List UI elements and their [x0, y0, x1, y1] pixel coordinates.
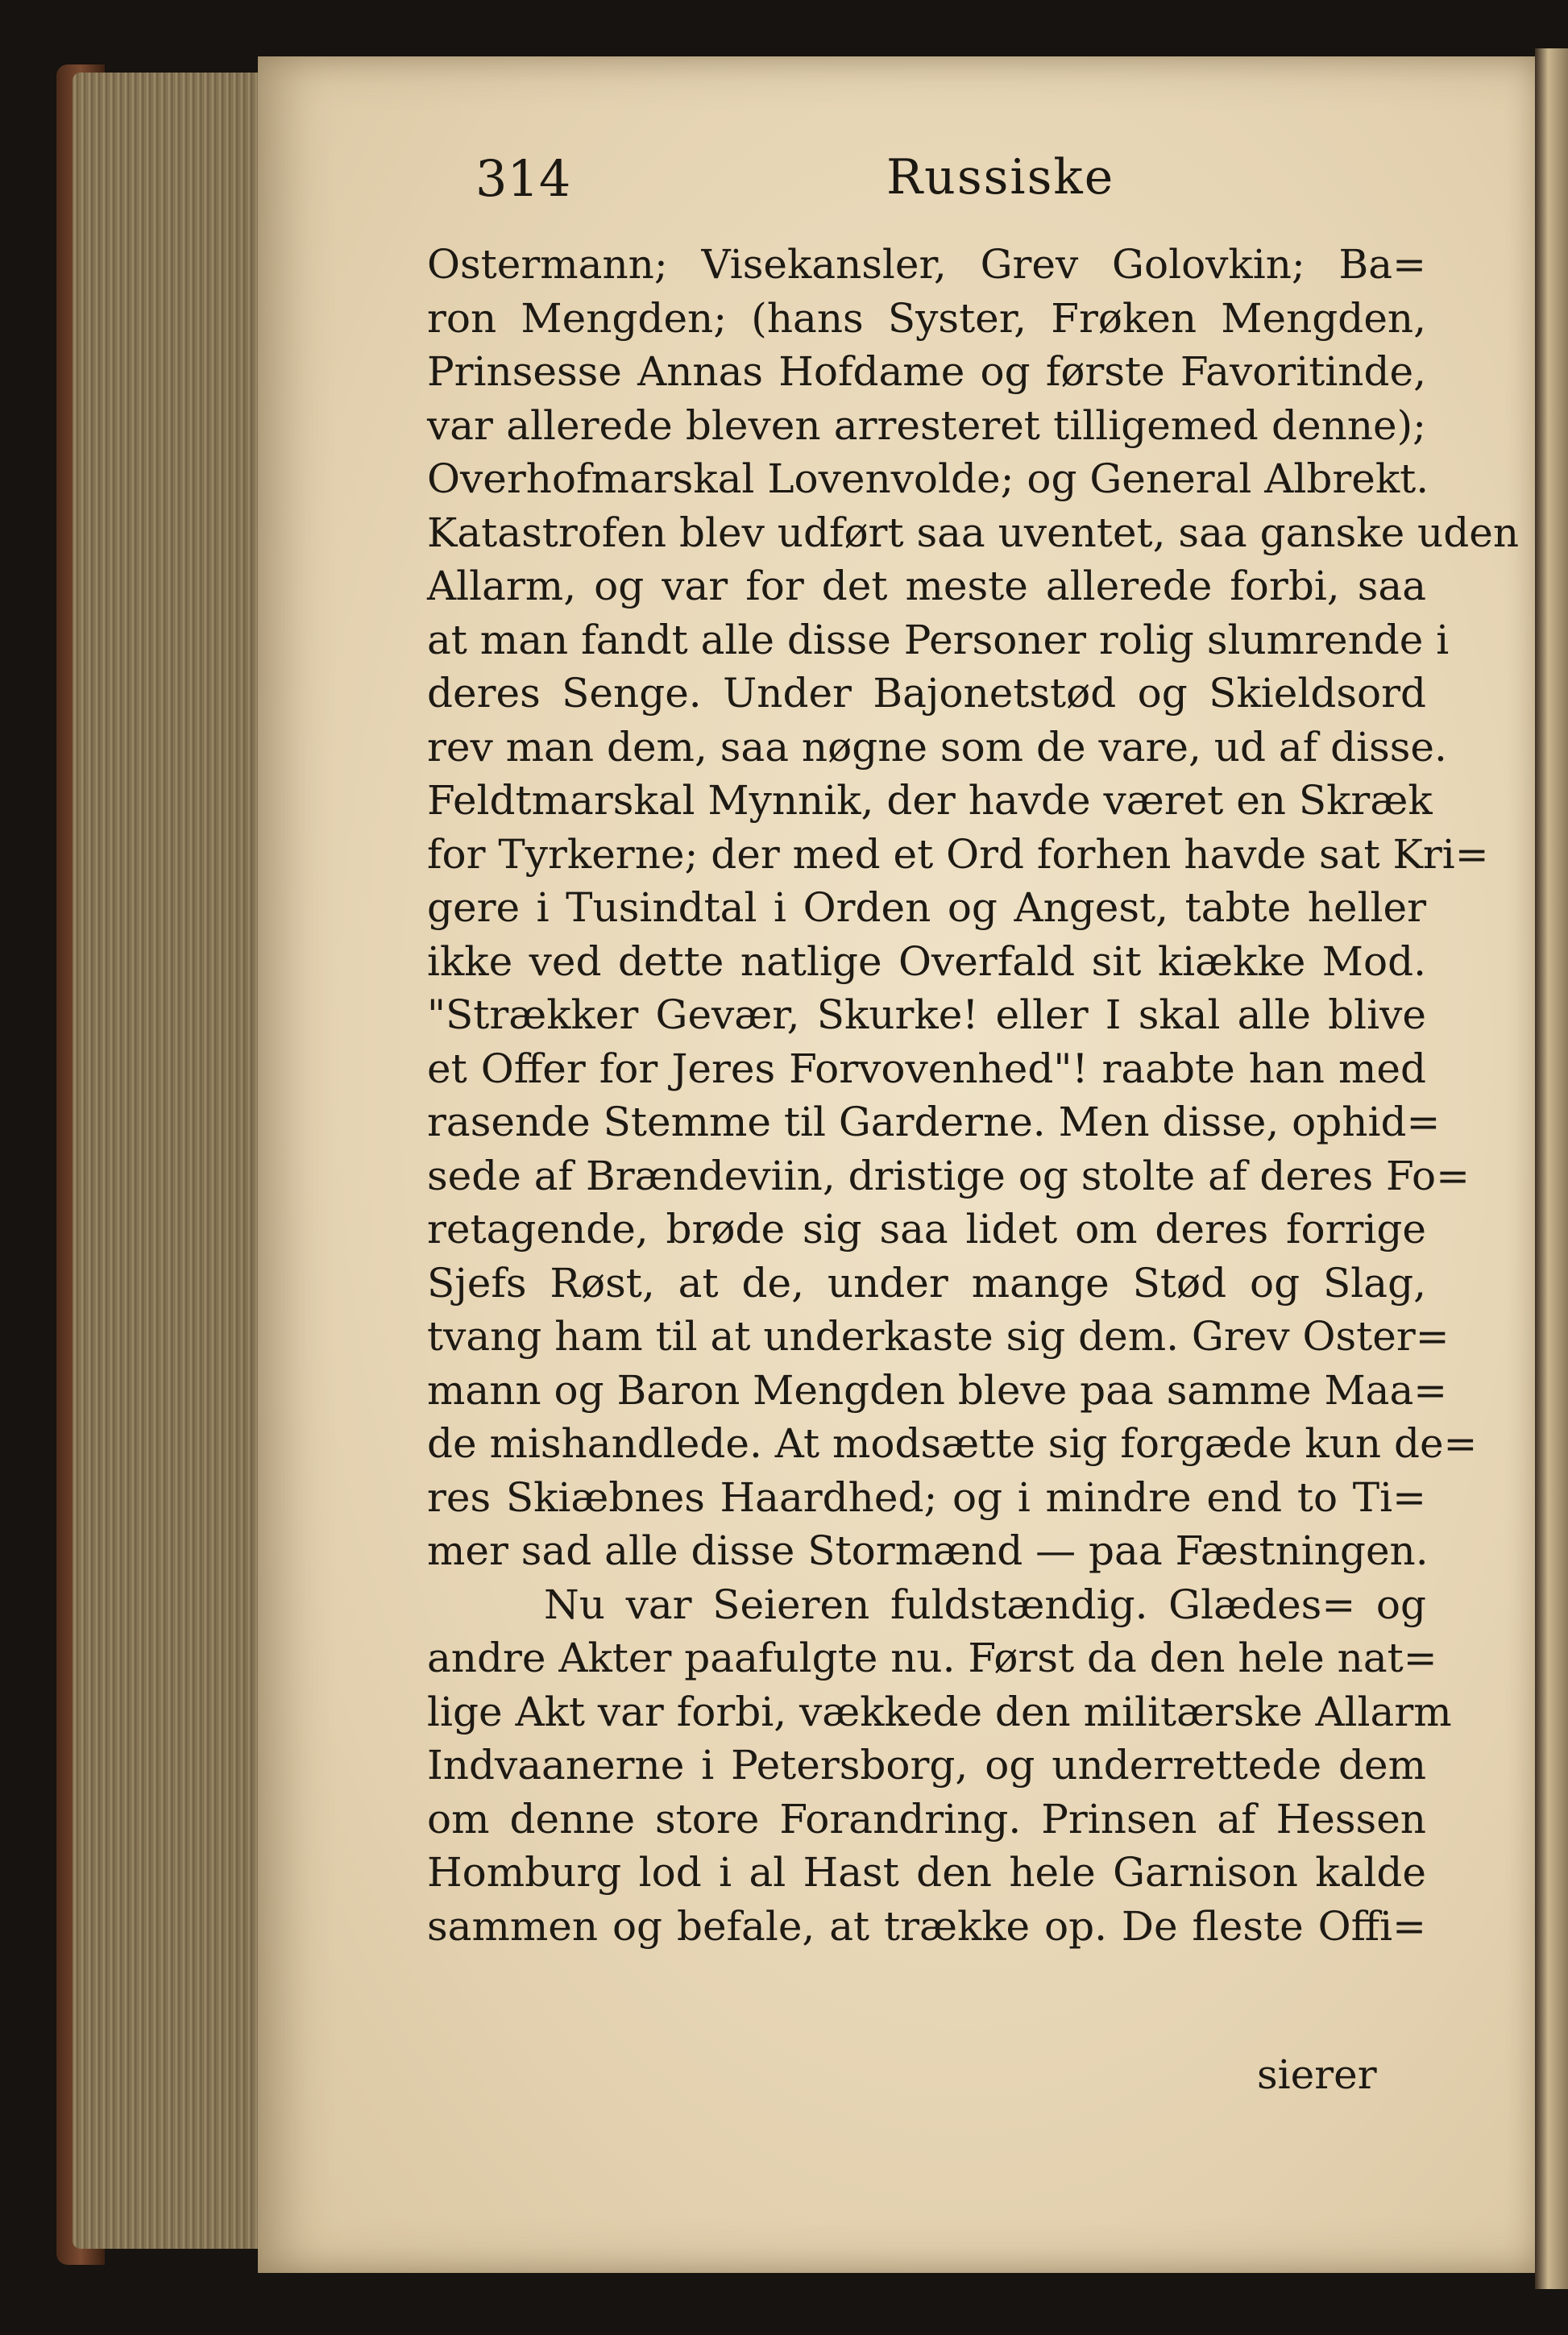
catchword: sierer	[1257, 2051, 1377, 2098]
text-line: sammen og befale, at trække op. De fleste Offi=	[427, 1902, 1426, 1950]
text-line: gere i Tusindtal i Orden og Angest, tabte heller	[427, 884, 1426, 931]
text-line: for Tyrkerne; der med et Ord forhen havde sat Kri=	[427, 830, 1489, 878]
page-number: 314	[475, 149, 571, 208]
page-block-edges	[73, 73, 274, 2249]
running-head: Russiske	[886, 149, 1115, 206]
book-gutter	[1535, 48, 1568, 2289]
text-line: ron Mengden; (hans Syster, Frøken Mengden,	[427, 294, 1426, 342]
text-line: mer sad alle disse Stormænd — paa Fæstningen.	[427, 1527, 1429, 1574]
page-header	[0, 149, 1568, 214]
text-line: ikke ved dette natlige Overfald sit kiække Mod.	[427, 937, 1426, 985]
text-line: Prinsesse Annas Hofdame og første Favoritinde,	[427, 348, 1426, 395]
text-line: res Skiæbnes Haardhed; og i mindre end to Ti=	[427, 1473, 1426, 1521]
text-line: Ostermann; Visekansler, Grev Golovkin; Ba=	[427, 241, 1426, 288]
text-line: de mishandlede. At modsætte sig forgæde kun de=	[427, 1420, 1478, 1467]
text-line: Nu var Seieren fuldstændig. Glædes= og	[544, 1581, 1426, 1628]
text-line: var allerede bleven arresteret tilligemed denne);	[427, 401, 1426, 449]
text-line: rev man dem, saa nøgne som de vare, ud af disse.	[427, 723, 1447, 771]
text-line: Indvaanerne i Petersborg, og underrettede dem	[427, 1742, 1426, 1789]
text-line: sede af Brændeviin, dristige og stolte af deres Fo=	[427, 1152, 1470, 1199]
text-line: om denne store Forandring. Prinsen af Hessen	[427, 1795, 1426, 1843]
text-line: Allarm, og var for det meste allerede forbi, saa	[427, 563, 1426, 609]
text-line: retagende, brøde sig saa lidet om deres forrige	[427, 1206, 1426, 1253]
text-line: "Strækker Gevær, Skurke! eller I skal alle blive	[427, 991, 1426, 1038]
text-line: mann og Baron Mengden bleve paa samme Maa=	[427, 1366, 1448, 1414]
text-line: et Offer for Jeres Forvovenhed"! raabte han med	[427, 1045, 1426, 1092]
text-line: Katastrofen blev udført saa uventet, saa ganske uden	[427, 509, 1520, 556]
text-line: Overhofmarskal Lovenvolde; og General Albrekt.	[427, 455, 1429, 502]
text-line: at man fandt alle disse Personer rolig slumrende i	[427, 616, 1450, 663]
text-line: andre Akter paafulgte nu. Først da den hele nat=	[427, 1635, 1437, 1681]
text-line: deres Senge. Under Bajonetstød og Skieldsord	[427, 670, 1426, 717]
text-line: rasende Stemme til Garderne. Men disse, ophid=	[427, 1099, 1441, 1145]
text-line: Sjefs Røst, at de, under mange Stød og Slag,	[427, 1259, 1426, 1307]
text-line: tvang ham til at underkaste sig dem. Grev Oster=	[427, 1313, 1450, 1360]
text-line: Feldtmarskal Mynnik, der havde været en Skræk	[427, 777, 1433, 824]
body-text	[427, 238, 1520, 1953]
text-line: Homburg lod i al Hast den hele Garnison kalde	[427, 1849, 1426, 1896]
text-line: lige Akt var forbi, vækkede den militærske Allarm	[427, 1688, 1452, 1735]
